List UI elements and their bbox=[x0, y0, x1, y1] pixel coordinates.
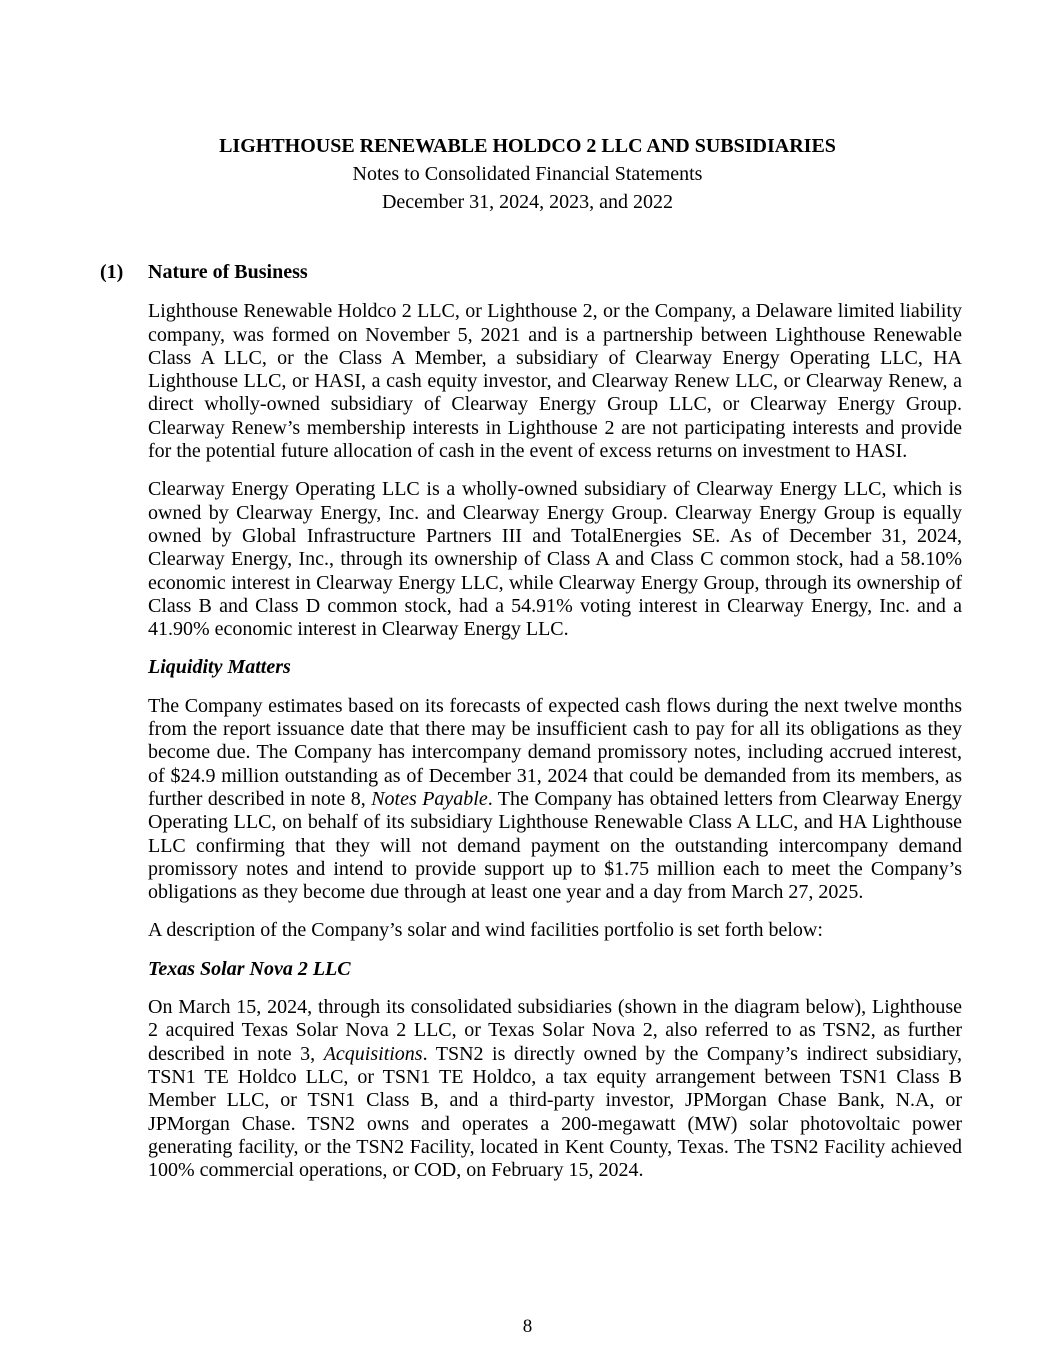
paragraph-portfolio-intro: A description of the Company’s solar and wind facilities portfolio is set forth below: bbox=[148, 919, 823, 942]
document-header bbox=[0, 0, 1055, 216]
page-footer bbox=[0, 1316, 1055, 1338]
acquisitions-reference: Acquisitions bbox=[323, 1042, 423, 1065]
section-number: (1) bbox=[100, 261, 124, 283]
paragraph-liquidity-text-start: The Company estimates based on its forecasts of expected cash flows during the next twelve months from the report issuance date that there may be insufficient cash to pay for all its obligations as they become due. The Company has intercompany demand promissory notes, including accrued interest, of $24.9 million outstanding as of December 31, 2024 that could be demanded from its members, as further described in note 8, bbox=[148, 694, 962, 810]
paragraph-formation: Lighthouse Renewable Holdco 2 LLC, or Lighthouse 2, or the Company, a Delaware limited liability company, was formed on November 5, 2021 and is a partnership between Lighthouse Renewable Class A LLC, or the Class A Member, a subsidiary of Clearway Energy Operating LLC, HA Lighthouse LLC, or HASI, a cash equity investor, and Clearway Renew LLC, or Clearway Renew, a direct wholly-owned subsidiary of Clearway Energy Group LLC, or Clearway Energy Group. Clearway Renew’s membership interests in Lighthouse 2 are not participating interests and provide for the potential future allocation of cash in the event of excess returns on investment to HASI. bbox=[148, 300, 962, 463]
page-number: 8 bbox=[522, 1316, 533, 1337]
paragraph-tsn2 bbox=[148, 996, 962, 1182]
paragraph-liquidity-text-end: . The Company has obtained letters from Clearway Energy Operating LLC, on behalf of its subsidiary Lighthouse Renewable Class A LLC, and HA Lighthouse LLC confirming that they will not demand payment on the outstanding intercompany demand promissory notes and intend to provide support up to $1.75 million each to meet the Company’s obligations as they become due through at least one year and a day from March 27, 2025. bbox=[148, 787, 962, 904]
section-heading-label: Nature of Business bbox=[148, 261, 308, 283]
document-title: LIGHTHOUSE RENEWABLE HOLDCO 2 LLC AND SUBSIDIARIES bbox=[219, 135, 836, 157]
paragraph-tsn2-text-end: . TSN2 is directly owned by the Company’s indirect subsidiary, TSN1 TE Holdco LLC, or TSN1 TE Holdco, a tax equity arrangement between TSN1 Class B Member LLC, or TSN1 Class B, and a third-party investor, JPMorgan Chase Bank, N.A, or JPMorgan Chase. TSN2 owns and operates a 200-megawatt (MW) solar photovoltaic power generating facility, or the TSN2 Facility, located in Kent County, Texas. The TSN2 Facility achieved 100% commercial operations, or COD, on February 15, 2024. bbox=[148, 1042, 962, 1182]
paragraph-liquidity bbox=[148, 695, 962, 905]
paragraph-ownership: Clearway Energy Operating LLC is a wholly-owned subsidiary of Clearway Energy LLC, which is owned by Clearway Energy, Inc. and Clearway Energy Group. Clearway Energy Group is equally owned by Global Infrastructure Partners III and TotalEnergies SE. As of December 31, 2024, Clearway Energy, Inc., through its ownership of Class A and Class C common stock, had a 58.10% economic interest in Clearway Energy LLC, while Clearway Energy Group, through its ownership of Class B and Class D common stock, had a 54.91% voting interest in Clearway Energy, Inc. and a 41.90% economic interest in Clearway Energy LLC. bbox=[148, 478, 962, 641]
subheading-liquidity-matters: Liquidity Matters bbox=[148, 656, 291, 679]
document-dateline: December 31, 2024, 2023, and 2022 bbox=[381, 191, 674, 213]
section-heading-nature-of-business bbox=[100, 261, 962, 284]
paragraph-tsn2-text-start: On March 15, 2024, through its consolidated subsidiaries (shown in the diagram below), Lighthouse 2 acquired Texas Solar Nova 2 LLC, or Texas Solar Nova 2, also referred to as TSN2, as further described in note 3, bbox=[148, 996, 962, 1065]
document-subtitle: Notes to Consolidated Financial Statements bbox=[352, 163, 703, 185]
subheading-texas-solar-nova-2: Texas Solar Nova 2 LLC bbox=[148, 957, 351, 980]
section-nature-of-business bbox=[100, 261, 962, 1182]
notes-payable-reference: Notes Payable bbox=[371, 787, 488, 810]
